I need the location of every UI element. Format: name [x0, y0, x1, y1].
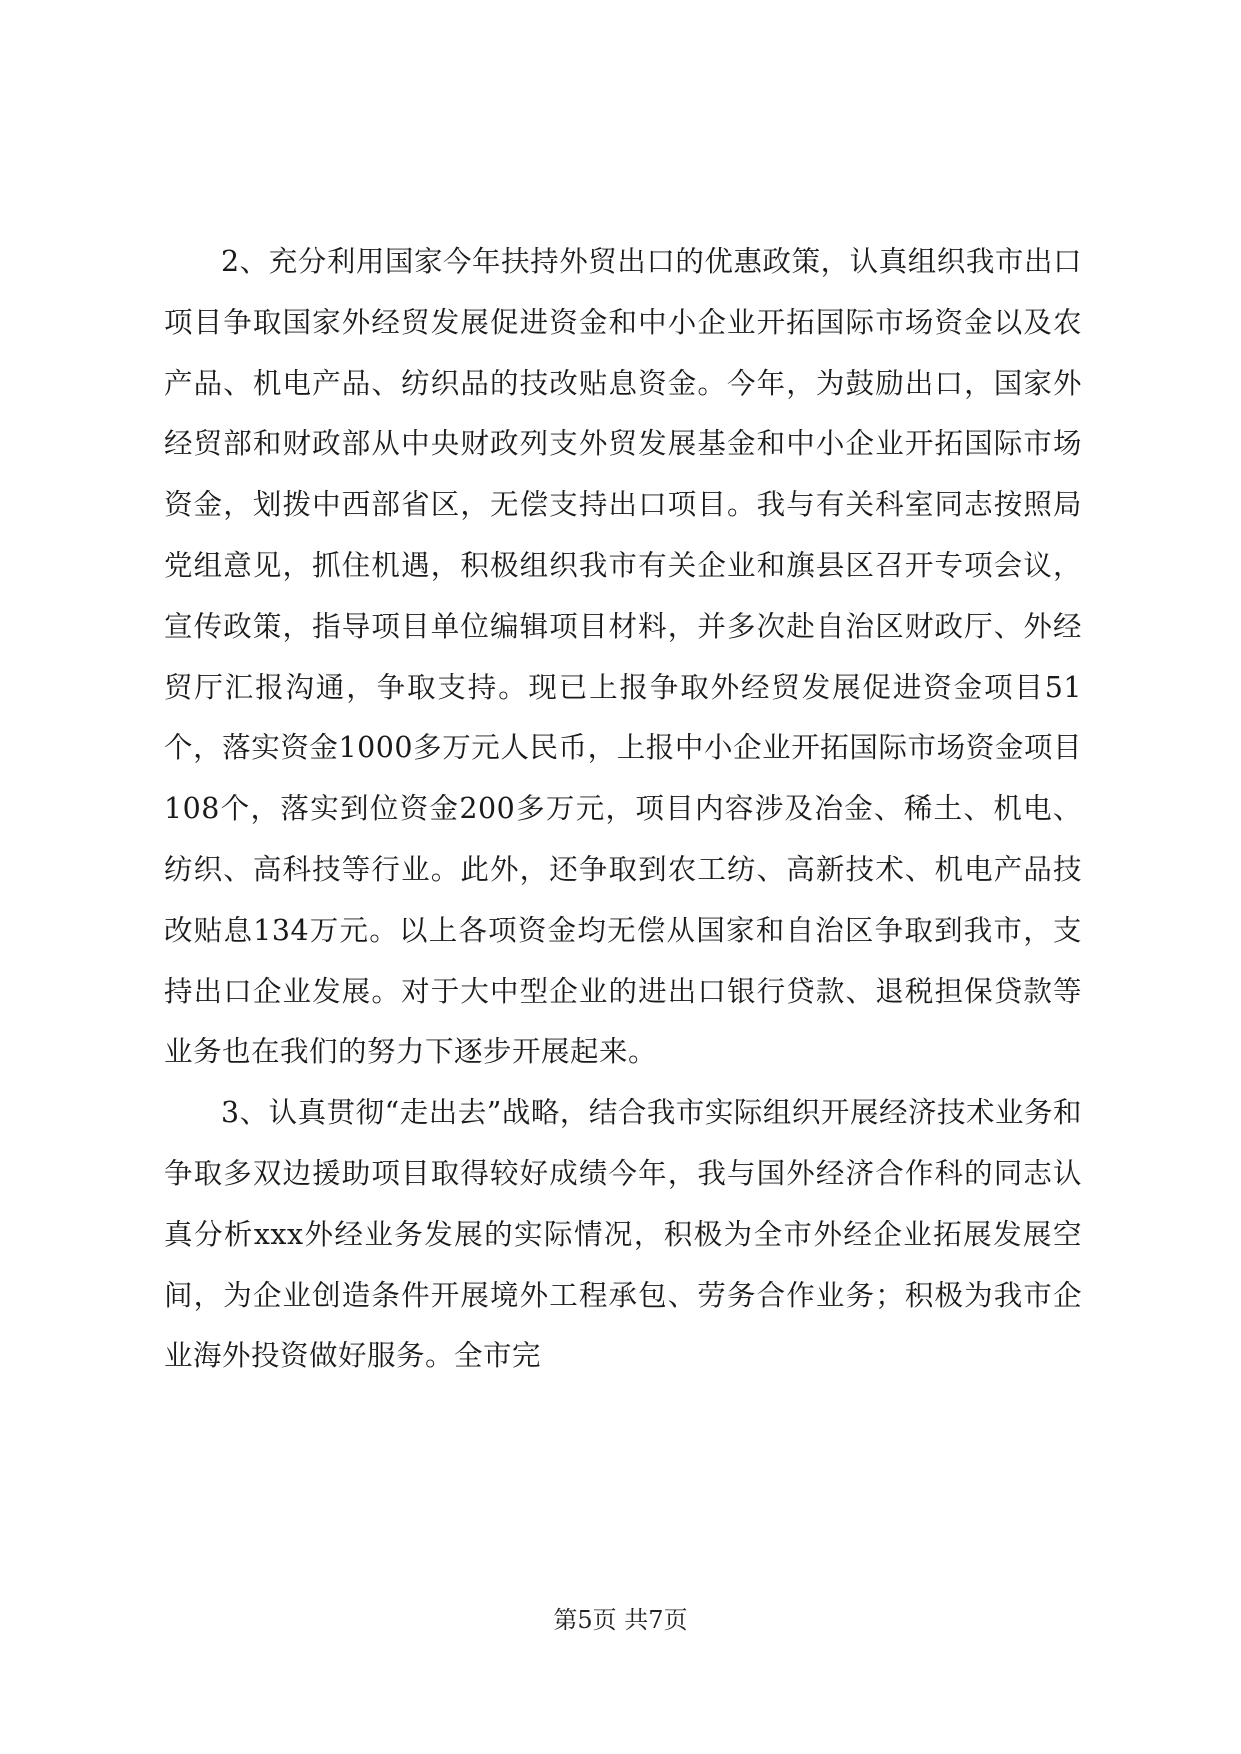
- paragraph-3-going-global: 3、认真贯彻“走出去”战略，结合我市实际组织开展经济技术业务和争取多双边援助项目取得较好成绩今年，我与国外经济合作科的同志认真分析xxx外经业务发展的实际情况，积极为全市外经企业拓展发展空间，为企业创造条件开展境外工程承包、劳务合作业务；积极为我市企业海外投资做好服务。全市完: [164, 1096, 1082, 1373]
- document-body: [164, 232, 1082, 1387]
- paragraph-2-export-policy: 2、充分利用国家今年扶持外贸出口的优惠政策，认真组织我市出口项目争取国家外经贸发展促进资金和中小企业开拓国际市场资金以及农产品、机电产品、纺织品的技改贴息资金。今年，为鼓励出口，国家外经贸部和财政部从中央财政列支外贸发展基金和中小企业开拓国际市场资金，划拨中西部省区，无偿支持出口项目。我与有关科室同志按照局党组意见，抓住机遇，积极组织我市有关企业和旗县区召开专项会议，宣传政策，指导项目单位编辑项目材料，并多次赴自治区财政厅、外经贸厅汇报沟通，争取支持。现已上报争取外经贸发展促进资金项目51个，落实资金1000多万元人民币，上报中小企业开拓国际市场资金项目108个，落实到位资金200多万元，项目内容涉及冶金、稀土、机电、纺织、高科技等行业。此外，还争取到农工纺、高新技术、机电产品技改贴息134万元。以上各项资金均无偿从国家和自治区争取到我市，支持出口企业发展。对于大中型企业的进出口银行贷款、退税担保贷款等业务也在我们的努力下逐步开展起来。: [164, 245, 1082, 1069]
- page-number-footer: 第5页 共7页: [553, 1606, 688, 1634]
